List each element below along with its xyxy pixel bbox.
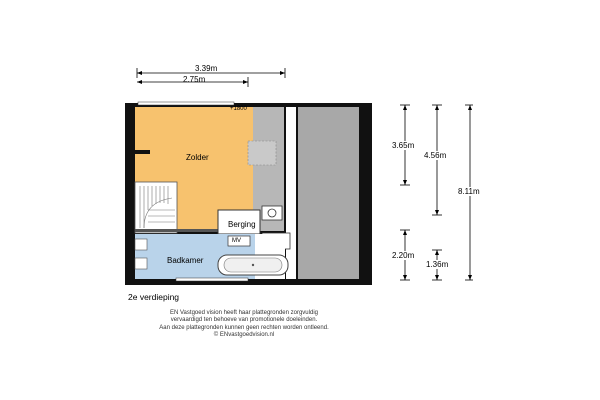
window-top bbox=[138, 102, 234, 105]
dimension-label-zolder-depth: 3.65m bbox=[392, 141, 415, 150]
height-marker: +1800 bbox=[230, 106, 247, 112]
dimension-label-inner-width: 2.75m bbox=[183, 75, 206, 84]
washing-machine bbox=[262, 206, 282, 220]
dimension-label-top-width: 3.39m bbox=[195, 64, 218, 73]
dimension-label-badkamer-depth: 2.20m bbox=[392, 251, 415, 260]
disclaimer-line-2: vervaardigd ten behoeve van promotionele doeleinden. bbox=[170, 317, 318, 324]
disclaimer-line-1: EN Vastgoed vision heeft haar plattegronden zorgvuldig bbox=[170, 310, 318, 316]
dimension-label-middle-depth: 4.56m bbox=[424, 151, 447, 160]
disclaimer-line-3: Aan deze plattegronden kunnen geen rechten worden ontleend. bbox=[159, 324, 329, 331]
berging-label: Berging bbox=[228, 220, 256, 229]
badkamer-label: Badkamer bbox=[167, 256, 204, 265]
right-grey-room bbox=[298, 107, 359, 279]
window-bottom bbox=[176, 278, 248, 281]
disclaimer-line-4: © ENvastgoedvision.nl bbox=[213, 332, 275, 339]
roof-window bbox=[248, 141, 276, 165]
toilet bbox=[135, 258, 147, 269]
zolder-label: Zolder bbox=[186, 153, 209, 162]
floor-plan bbox=[120, 98, 380, 290]
sink bbox=[135, 239, 147, 250]
mv-label: MV bbox=[232, 238, 241, 244]
floor-name: 2e verdieping bbox=[128, 292, 180, 302]
dimension-label-total-depth: 8.11m bbox=[458, 187, 480, 196]
dimension-label-small-depth: 1.36m bbox=[426, 260, 449, 269]
disclaimer bbox=[114, 310, 374, 340]
